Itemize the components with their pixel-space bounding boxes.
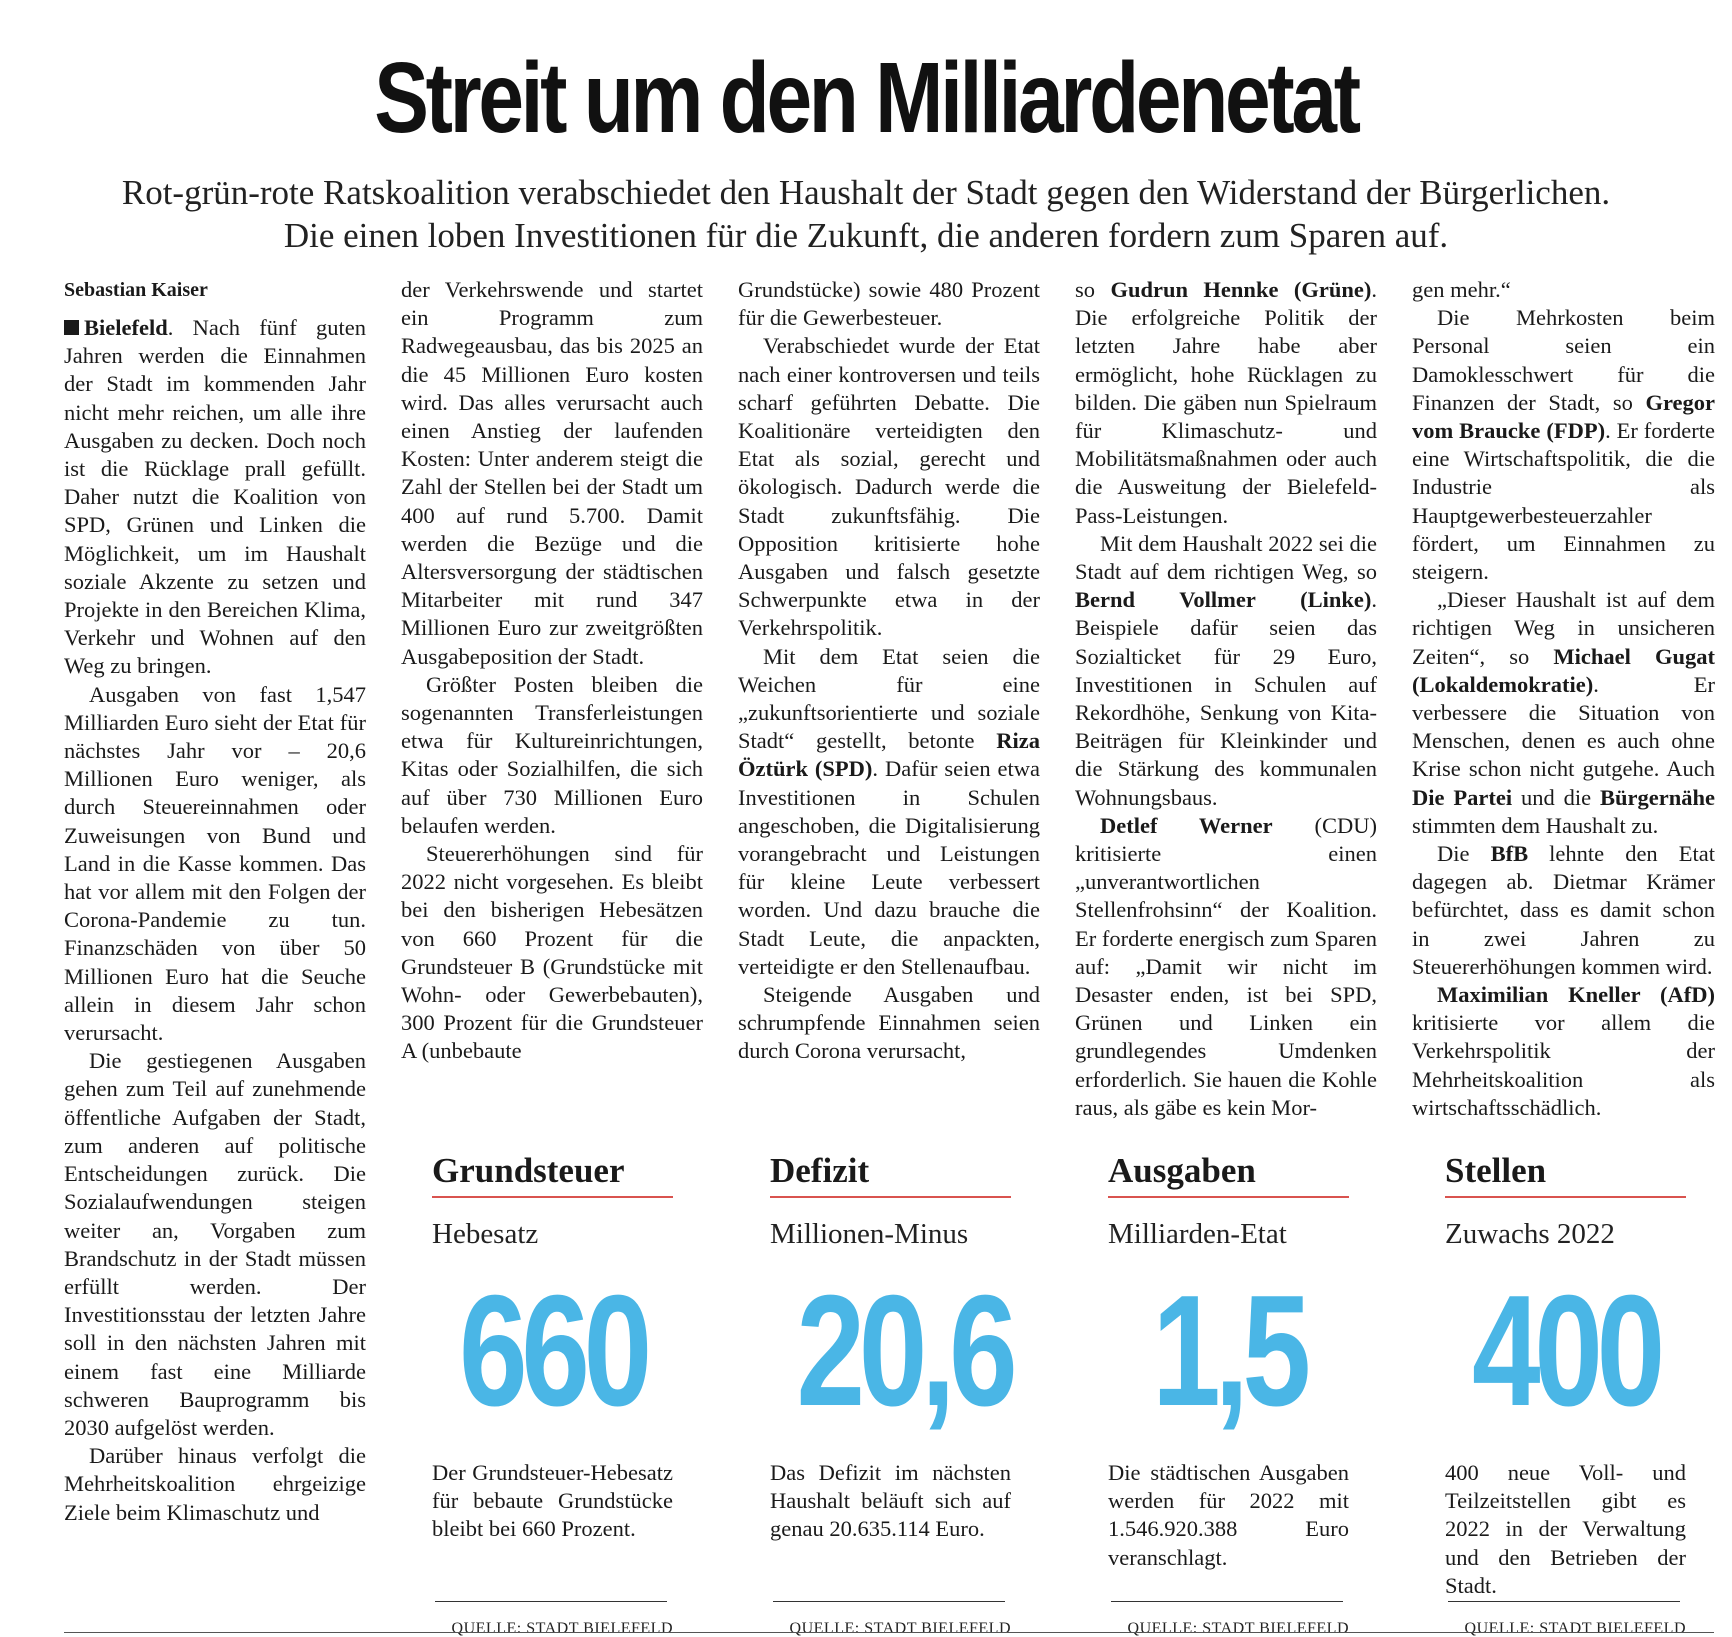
factbox-title: Stellen (1445, 1148, 1686, 1198)
factbox-subtitle: Zuwachs 2022 (1445, 1218, 1615, 1250)
paragraph: Die BfB lehnte den Etat dagegen ab. Dietmar Krämer befürchtet, dass es damit schon in zwei Jahren zu Steuererhöhungen kommen wird. (1412, 841, 1715, 979)
factbox-divider (435, 1601, 667, 1602)
square-bullet-icon (64, 320, 79, 335)
article-column-4 (1075, 276, 1377, 1122)
bottom-divider (64, 1632, 1714, 1633)
factbox-divider (1448, 1601, 1680, 1602)
person-name: Gregor vom Braucke (FDP) (1412, 389, 1715, 444)
factbox-source: QUELLE: STADT BIELEFELD (789, 1620, 1011, 1637)
article-column-1 (64, 276, 366, 1527)
headline: Streit um den Milliardenetat (374, 42, 1358, 154)
factbox-source: QUELLE: STADT BIELEFELD (1127, 1620, 1349, 1637)
paragraph: Maximilian Kneller (AfD) kritisierte vor allem die Verkehrspolitik der Mehrheitskoalition als wirtschaftsschädlich. (1412, 982, 1715, 1120)
article-column-3 (738, 276, 1040, 1066)
paragraph: Detlef Werner (CDU) kritisierte einen „unverantwortlichen Stellenfrohsinn“ der Koalition. Er forderte energisch zum Sparen auf: „Damit wir nicht im Desaster enden, ist bei SPD, Grünen und Linken ein grundlegendes Umdenken erforderlich. Sie hauen die Kohle raus, als gäbe es kein Mor- (1075, 812, 1377, 1120)
factbox-text: Der Grundsteuer-Hebesatz für bebaute Grundstücke bleibt bei 660 Prozent. (432, 1460, 673, 1542)
paragraph: der Verkehrswende und startet ein Programm zum Radwegeausbau, das bis 2025 an die 45 Millionen Euro kosten wird. Das alles verursacht auch einen Anstieg der laufenden Kosten: Unter anderem steigt die Zahl der Stellen bei der Stadt um 400 auf rund 5.700. Damit werden die Bezüge und die Altersversorgung der städtischen Mitarbeiter mit rund 347 Millionen Euro zur zweitgrößten Ausgabeposition der Stadt. (401, 277, 703, 669)
paragraph: Die gestiegenen Ausgaben gehen zum Teil auf zunehmende öffentliche Aufgaben der Stadt, zum anderen auf politische Entscheidungen zurück. Die Sozialaufwendungen steigen weiter an, Vorgaben zum Brandschutz in der Stadt müssen erfüllt werden. Der Investitionsstau der letzten Jahre soll in den nächsten Jahren mit einem fast eine Milliarde schweren Bauprogramm bis 2030 aufgelöst werden. (64, 1048, 366, 1440)
person-name: Riza Öztürk (SPD) (738, 728, 1040, 782)
factbox-title: Defizit (770, 1148, 1011, 1198)
paragraph: Verabschiedet wurde der Etat nach einer kontroversen und teils scharf geführten Debatte. Die Koalitionäre verteidigten den Etat als sozial, gerecht und ökologisch. Dadurch werde die Stadt zukunftsfähig. Die Opposition kritisierte hohe Ausgaben und falsch gesetzte Schwerpunkte etwa in der Verkehrspolitik. (738, 333, 1040, 641)
factbox-ausgaben (1108, 1148, 1349, 1637)
party-name: Bürgernähe (1600, 784, 1715, 810)
factbox-title: Ausgaben (1108, 1148, 1349, 1198)
factbox-number: 20,6 (796, 1263, 1012, 1439)
paragraph: Mit dem Etat seien die Weichen für eine „zukunftsorientierte und soziale Stadt“ gestellt, betonte Riza Öztürk (SPD). Dafür seien etwa Investitionen in Schulen angeschoben, die Digitalisierung vorangebracht und Leistungen für kleine Leute verbessert worden. Und dazu brauche die Stadt Leute, die anpackten, verteidigte er den Stellenaufbau. (738, 643, 1040, 979)
paragraph: Grundstücke) sowie 480 Prozent für die Gewerbesteuer. (738, 277, 1040, 331)
factbox-subtitle: Hebesatz (432, 1218, 539, 1250)
paragraph: Darüber hinaus verfolgt die Mehrheitskoalition ehrgeizige Ziele beim Klimaschutz und (64, 1443, 366, 1525)
factbox-divider (773, 1601, 1005, 1602)
factbox-subtitle: Millionen-Minus (770, 1218, 969, 1250)
subheadline-line-2: Die einen loben Investitionen für die Zukunft, die anderen fordern zum Sparen auf. (283, 216, 1449, 255)
paragraph: gen mehr.“ (1412, 277, 1511, 302)
paragraph: „Dieser Haushalt ist auf dem richtigen Weg in unsicheren Zeiten“, so Michael Gugat (Lokaldemokratie). Er verbessere die Situation von Menschen, denen es auch ohne Krise schon nicht gutgehe. Auch Die Partei und die Bürgernähe stimmten dem Haushalt zu. (1412, 587, 1715, 838)
paragraph: Ausgaben von fast 1,547 Milliarden Euro sieht der Etat für nächstes Jahr vor – 20,6 Millionen Euro weniger, als durch Steuereinnahmen oder Zuweisungen von Bund und Land in die Kasse kommen. Das hat vor allem mit den Folgen der Corona-Pandemie zu tun. Finanzschäden von über 50 Millionen Euro hat die Seuche allein in diesem Jahr schon verursacht. (64, 681, 366, 1046)
dateline: Bielefeld (84, 315, 168, 340)
party-name: BfB (1490, 841, 1529, 867)
factbox-text: Das Defizit im nächsten Haushalt beläuft sich auf genau 20.635.114 Euro. (770, 1460, 1011, 1542)
subheadline-line-1: Rot-grün-rote Ratskoalition verabschiedet den Haushalt der Stadt gegen den Widerstand der Bürgerlichen. (121, 173, 1611, 212)
factbox-divider (1111, 1601, 1343, 1602)
paragraph: Steuererhöhungen sind für 2022 nicht vorgesehen. Es bleibt bei den bisherigen Hebesätzen von 660 Prozent für die Grundsteuer B (Grundstücke mit Wohn- oder Gewerbebauten), 300 Prozent für die Grundsteuer A (unbebaute (401, 841, 703, 1064)
factbox-subtitle: Milliarden-Etat (1108, 1218, 1287, 1250)
paragraph: Größter Posten bleiben die sogenannten Transferleistungen etwa für Kultureinrichtungen, Kitas oder Sozialhilfen, die sich auf über 730 Millionen Euro belaufen werden. (401, 671, 703, 838)
factbox-source: QUELLE: STADT BIELEFELD (451, 1620, 673, 1637)
person-name: Gudrun Hennke (Grüne) (1110, 277, 1372, 302)
person-name: Maximilian Kneller (AfD) (1437, 982, 1715, 1008)
paragraph: Steigende Ausgaben und schrumpfende Einnahmen seien durch Corona verursacht, (738, 982, 1040, 1064)
factbox-text: 400 neue Voll- und Teilzeitstellen gibt es 2022 in der Verwaltung und den Betrieben der Stadt. (1445, 1460, 1686, 1598)
article-column-2 (401, 276, 703, 1066)
factbox-stellen (1445, 1148, 1686, 1637)
paragraph: so Gudrun Hennke (Grüne). Die erfolgreiche Politik der letzten Jahre habe aber ermöglicht, hohe Rücklagen zu bilden. Die gäben nun Spielraum für Klimaschutz- und Mobilitätsmaßnahmen oder auch die Ausweitung der Bielefeld-Pass-Leistungen. (1075, 277, 1377, 528)
person-name: Bernd Vollmer (Linke) (1075, 587, 1372, 613)
factbox-text: Die städtischen Ausgaben werden für 2022 mit 1.546.920.388 Euro veranschlagt. (1108, 1460, 1349, 1570)
author-byline: Sebastian Kaiser (64, 279, 208, 301)
paragraph: Bielefeld. Nach fünf guten Jahren werden die Einnahmen der Stadt im kommenden Jahr nicht mehr reichen, um alle ihre Ausgaben zu decken. Doch noch ist die Rücklage prall gefüllt. Daher nutzt die Koalition von SPD, Grünen und Linken die Möglichkeit, um im Haushalt soziale Akzente zu setzen und Projekte in den Bereichen Klima, Verkehr und Wohnen auf den Weg zu bringen. (64, 315, 366, 679)
paragraph: Die Mehrkosten beim Personal seien ein Damoklesschwert für die Finanzen der Stadt, so Gregor vom Braucke (FDP). Er forderte eine Wirtschaftspolitik, die die Industrie als Hauptgewerbesteuerzahler fördert, um Einnahmen zu steigern. (1412, 305, 1715, 585)
article-column-5 (1412, 276, 1715, 1122)
person-name: Michael Gugat (Lokaldemokratie) (1412, 643, 1715, 697)
factbox-source: QUELLE: STADT BIELEFELD (1464, 1620, 1686, 1637)
factbox-number: 1,5 (1152, 1263, 1305, 1439)
factbox-defizit (770, 1148, 1011, 1637)
factbox-title: Grundsteuer (432, 1148, 673, 1198)
party-name: Die Partei (1412, 784, 1513, 810)
person-name: Detlef Werner (1100, 812, 1273, 838)
factbox-number: 660 (459, 1263, 646, 1439)
factbox-grundsteuer (432, 1148, 673, 1637)
paragraph: Mit dem Haushalt 2022 sei die Stadt auf dem richtigen Weg, so Bernd Vollmer (Linke). Beispiele dafür seien das Sozialticket für 29 Euro, Investitionen in Schulen auf Rekordhöhe, Senkung von Kita-Beiträgen für Kleinkinder und die Stärkung des kommunalen Wohnungsbaus. (1075, 530, 1377, 810)
factbox-number: 400 (1472, 1263, 1659, 1439)
